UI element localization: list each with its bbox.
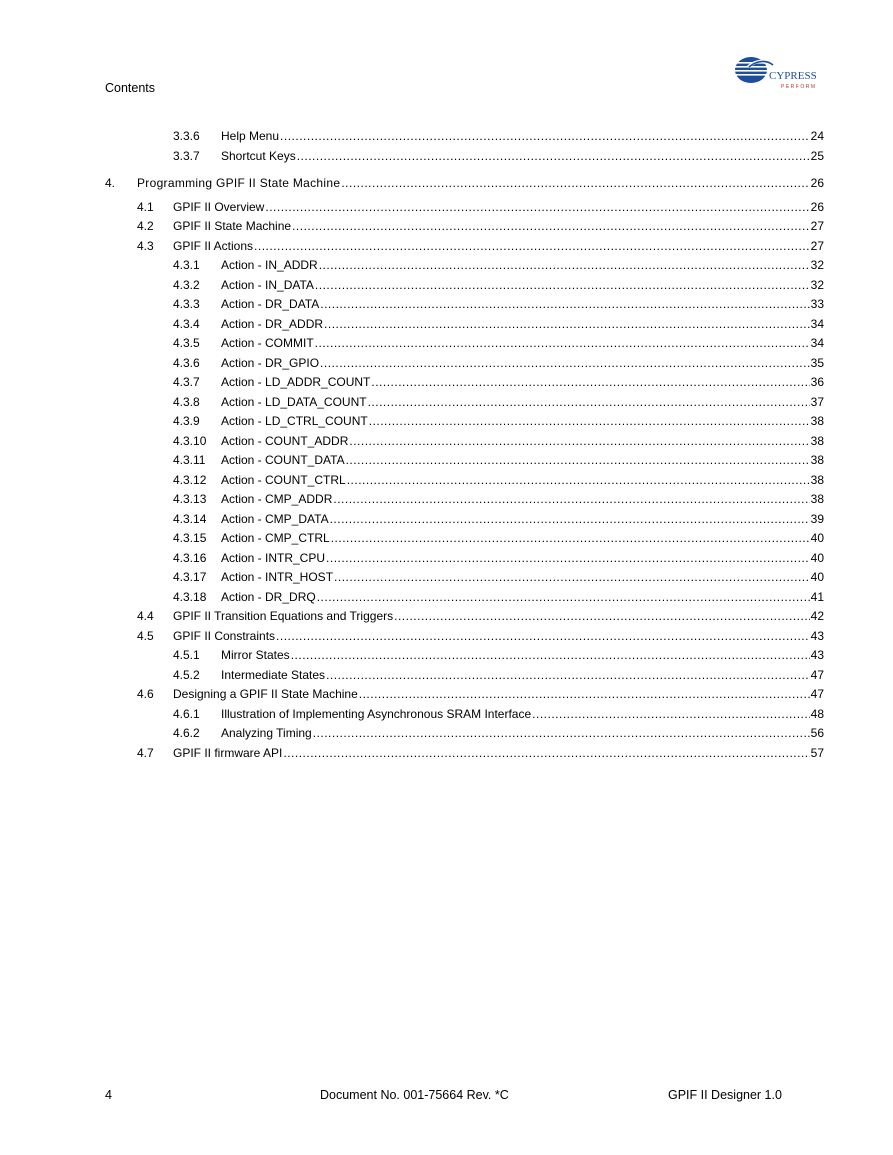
- toc-entry-number: 4.1: [137, 199, 154, 214]
- toc-entry-page: 25: [810, 148, 824, 163]
- toc-dot-leader: [320, 355, 810, 371]
- toc-entry-title: Designing a GPIF II State Machine: [173, 687, 358, 701]
- toc-entry[interactable]: [0, 491, 893, 507]
- toc-entry-title: Help Menu: [221, 129, 280, 143]
- toc-entry-number: 3.3.7: [173, 148, 200, 163]
- footer-product: GPIF II Designer 1.0: [668, 1088, 782, 1102]
- svg-text:CYPRESS: CYPRESS: [769, 70, 817, 82]
- toc-entry[interactable]: [0, 374, 893, 390]
- toc-entry-page: 32: [810, 258, 824, 272]
- toc-entry-page: 39: [810, 511, 824, 526]
- toc-entry[interactable]: [0, 394, 893, 410]
- toc-entry[interactable]: [0, 628, 893, 644]
- toc-entry-page: 27: [810, 238, 824, 253]
- toc-entry-number: 4.3.1: [173, 258, 200, 272]
- toc-entry[interactable]: [0, 355, 893, 371]
- toc-entry[interactable]: [0, 472, 893, 488]
- toc-entry[interactable]: [0, 725, 893, 741]
- toc-entry[interactable]: [0, 238, 893, 254]
- toc-entry-title: GPIF II Transition Equations and Triggers: [173, 609, 394, 623]
- toc-entry-page: 35: [810, 355, 824, 370]
- toc-entry-page: 24: [810, 129, 824, 143]
- toc-entry[interactable]: [0, 511, 893, 527]
- toc-entry-page: 37: [810, 394, 824, 409]
- toc-entry-number: 4.2: [137, 219, 154, 233]
- toc-entry-title: Action - IN_ADDR: [221, 258, 318, 272]
- toc-dot-leader: [297, 148, 810, 164]
- toc-entry[interactable]: [0, 589, 893, 605]
- toc-dot-leader: [333, 491, 809, 507]
- toc-entry-page: 33: [810, 297, 824, 311]
- toc-entry[interactable]: [0, 433, 893, 449]
- toc-dot-leader: [315, 335, 810, 351]
- toc-entry-title: Intermediate States: [221, 667, 326, 682]
- toc-entry[interactable]: [0, 706, 893, 722]
- toc-entry-number: 4.3.5: [173, 336, 200, 350]
- toc-entry-title: Programming GPIF II State Machine: [137, 176, 341, 190]
- toc-entry-page: 40: [810, 531, 824, 545]
- toc-dot-leader: [324, 316, 810, 332]
- toc-entry-title: GPIF II State Machine: [173, 219, 292, 233]
- toc-dot-leader: [349, 433, 809, 449]
- toc-entry-number: 4.6: [137, 687, 154, 701]
- toc-entry-title: Action - CMP_ADDR: [221, 492, 333, 506]
- toc-dot-leader: [326, 550, 810, 566]
- toc-dot-leader: [291, 647, 810, 663]
- toc-entry[interactable]: [0, 148, 893, 164]
- toc-dot-leader: [330, 511, 810, 527]
- toc-entry-number: 4.3.13: [173, 492, 207, 506]
- toc-entry-number: 4.3.2: [173, 277, 200, 292]
- toc-entry[interactable]: [0, 257, 893, 273]
- toc-entry-page: 32: [810, 277, 824, 292]
- toc-entry-number: 4.7: [137, 745, 154, 760]
- toc-entry-title: Action - COUNT_CTRL: [221, 472, 346, 487]
- toc-entry-page: 38: [810, 472, 824, 487]
- toc-entry-title: Action - COUNT_DATA: [221, 453, 345, 467]
- toc-entry[interactable]: [0, 667, 893, 683]
- toc-entry-number: 4.4: [137, 609, 154, 623]
- toc-dot-leader: [368, 394, 810, 410]
- toc-entry-number: 4.5: [137, 628, 154, 643]
- toc-entry-title: Analyzing Timing: [221, 726, 312, 740]
- toc-entry[interactable]: [0, 175, 893, 191]
- page-header-title: Contents: [105, 81, 156, 95]
- toc-entry-title: Action - CMP_CTRL: [221, 531, 330, 545]
- toc-dot-leader: [532, 706, 809, 722]
- toc-entry[interactable]: [0, 569, 893, 585]
- toc-entry-page: 43: [810, 648, 824, 662]
- toc-dot-leader: [276, 628, 810, 644]
- toc-entry[interactable]: [0, 608, 893, 624]
- toc-entry[interactable]: [0, 316, 893, 332]
- toc-entry-title: Action - DR_GPIO: [221, 355, 320, 370]
- toc-entry[interactable]: [0, 452, 893, 468]
- toc-entry-number: 4.: [105, 176, 116, 190]
- footer-document-number: Document No. 001-75664 Rev. *C: [320, 1088, 509, 1102]
- toc-entry[interactable]: [0, 550, 893, 566]
- toc-entry[interactable]: [0, 530, 893, 546]
- toc-entry[interactable]: [0, 335, 893, 351]
- svg-text:PERFORM: PERFORM: [781, 84, 817, 90]
- toc-entry-page: 47: [810, 667, 824, 682]
- toc-entry-page: 42: [810, 609, 824, 623]
- toc-dot-leader: [334, 569, 810, 585]
- toc-entry-title: Shortcut Keys: [221, 148, 296, 163]
- toc-entry[interactable]: [0, 128, 893, 144]
- toc-entry-title: Action - LD_DATA_COUNT: [221, 394, 367, 409]
- toc-entry-title: Action - INTR_CPU: [221, 550, 326, 565]
- toc-entry-page: 40: [810, 550, 824, 565]
- toc-entry-number: 4.3.15: [173, 531, 207, 545]
- toc-dot-leader: [280, 128, 810, 144]
- toc-entry-page: 38: [810, 433, 824, 448]
- toc-entry-title: Action - LD_ADDR_COUNT: [221, 375, 371, 389]
- toc-entry-title: Action - DR_DRQ: [221, 589, 316, 604]
- toc-entry-title: Action - CMP_DATA: [221, 511, 329, 526]
- toc-entry-title: Action - DR_ADDR: [221, 316, 324, 331]
- toc-entry-title: GPIF II Constraints: [173, 628, 276, 643]
- toc-entry[interactable]: [0, 218, 893, 234]
- toc-entry-number: 4.3.12: [173, 472, 207, 487]
- toc-dot-leader: [394, 608, 810, 624]
- toc-entry-title: Action - COUNT_ADDR: [221, 433, 349, 448]
- toc-dot-leader: [359, 686, 810, 702]
- footer-page-number: 4: [105, 1088, 112, 1102]
- toc-dot-leader: [292, 218, 810, 234]
- toc-dot-leader: [369, 413, 810, 429]
- toc-entry[interactable]: [0, 745, 893, 761]
- toc-entry[interactable]: [0, 647, 893, 663]
- toc-entry-page: 36: [810, 375, 824, 389]
- toc-dot-leader: [320, 296, 809, 312]
- toc-dot-leader: [347, 472, 810, 488]
- toc-entry-page: 38: [810, 492, 824, 506]
- toc-entry[interactable]: [0, 277, 893, 293]
- toc-entry-page: 48: [810, 706, 824, 721]
- toc-dot-leader: [371, 374, 809, 390]
- toc-entry-title: Action - LD_CTRL_COUNT: [221, 414, 368, 428]
- toc-entry-title: GPIF II Overview: [173, 199, 265, 214]
- toc-entry-page: 26: [810, 176, 824, 190]
- toc-entry-number: 4.6.1: [173, 706, 200, 721]
- toc-entry-page: 38: [810, 414, 824, 428]
- toc-entry-number: 4.3.9: [173, 414, 200, 428]
- toc-entry-number: 4.3.18: [173, 589, 207, 604]
- toc-entry-page: 41: [810, 589, 824, 604]
- toc-entry-number: 4.3.4: [173, 316, 200, 331]
- toc-entry-page: 26: [810, 199, 824, 214]
- toc-dot-leader: [319, 257, 810, 273]
- toc-entry-page: 47: [810, 687, 824, 701]
- toc-entry-number: 4.3.14: [173, 511, 207, 526]
- toc-entry-number: 4.6.2: [173, 726, 200, 740]
- toc-dot-leader: [283, 745, 809, 761]
- toc-entry-number: 4.3.10: [173, 433, 207, 448]
- toc-entry-page: 27: [810, 219, 824, 233]
- toc-entry-number: 4.3.11: [173, 453, 206, 467]
- toc-entry[interactable]: [0, 686, 893, 702]
- toc-entry-number: 4.5.1: [173, 648, 200, 662]
- toc-dot-leader: [265, 199, 809, 215]
- toc-entry-page: 38: [810, 453, 824, 467]
- toc-entry-number: 4.3.8: [173, 394, 200, 409]
- toc-entry-page: 57: [810, 745, 824, 760]
- toc-entry-number: 3.3.6: [173, 129, 200, 143]
- toc-entry-title: Mirror States: [221, 648, 290, 662]
- toc-entry-number: 4.3: [137, 238, 154, 253]
- toc-entry[interactable]: [0, 199, 893, 215]
- toc-entry-title: GPIF II firmware API: [173, 745, 283, 760]
- toc-entry-title: Action - COMMIT: [221, 336, 314, 350]
- toc-entry-page: 34: [810, 336, 824, 350]
- cypress-logo: [733, 52, 821, 94]
- toc-dot-leader: [326, 667, 810, 683]
- toc-entry-title: GPIF II Actions: [173, 238, 254, 253]
- toc-entry-page: 34: [810, 316, 824, 331]
- toc-entry-number: 4.3.17: [173, 570, 207, 584]
- toc-dot-leader: [317, 589, 810, 605]
- toc-dot-leader: [315, 277, 810, 293]
- toc-dot-leader: [346, 452, 810, 468]
- toc-entry-page: 40: [810, 570, 824, 584]
- toc-dot-leader: [341, 175, 809, 191]
- cypress-logo-icon: [733, 52, 821, 94]
- toc-entry[interactable]: [0, 296, 893, 312]
- toc-entry-title: Action - IN_DATA: [221, 277, 314, 292]
- toc-dot-leader: [313, 725, 810, 741]
- toc-entry-page: 43: [810, 628, 824, 643]
- toc-entry-number: 4.3.3: [173, 297, 200, 311]
- toc-entry-number: 4.3.7: [173, 375, 200, 389]
- toc-entry-title: Action - DR_DATA: [221, 297, 320, 311]
- toc-entry-number: 4.5.2: [173, 667, 200, 682]
- toc-entry-number: 4.3.6: [173, 355, 200, 370]
- toc-entry[interactable]: [0, 413, 893, 429]
- toc-dot-leader: [331, 530, 810, 546]
- toc-entry-title: Illustration of Implementing Asynchronous SRAM Interface: [221, 706, 532, 721]
- toc-entry-number: 4.3.16: [173, 550, 207, 565]
- toc-entry-title: Action - INTR_HOST: [221, 570, 334, 584]
- toc-entry-page: 56: [810, 726, 824, 740]
- toc-dot-leader: [254, 238, 810, 254]
